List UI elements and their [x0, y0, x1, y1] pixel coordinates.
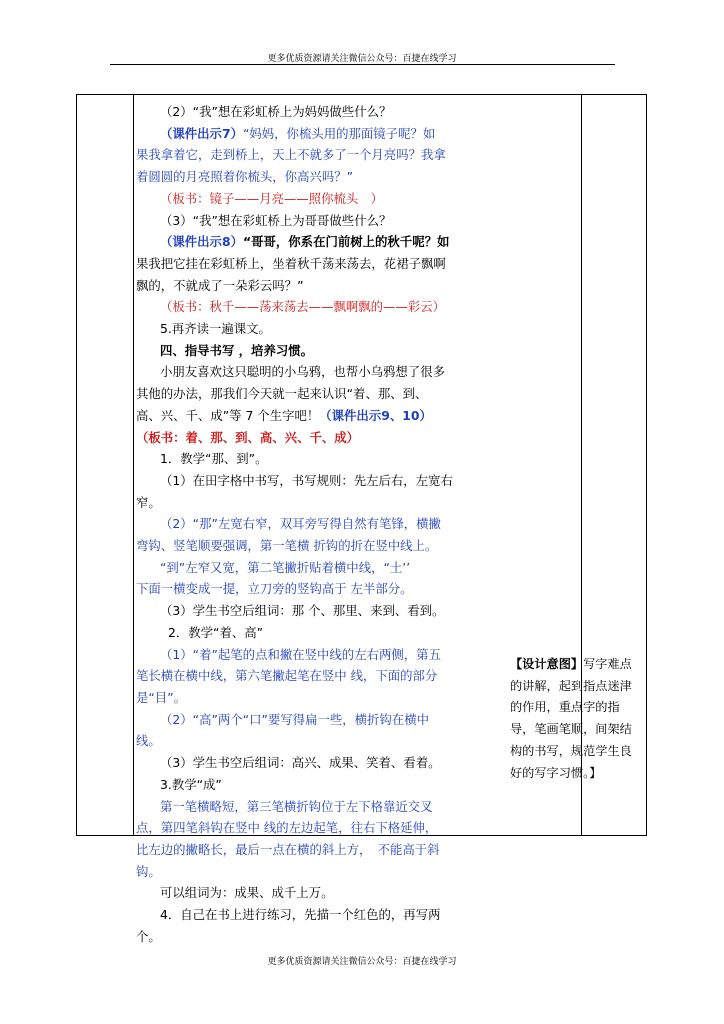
line-7: （课件出示8）“哥哥，你系在门前树上的秋千呢？如: [160, 234, 450, 250]
left-column: [77, 95, 134, 835]
line-11: 5.再齐读一遍课文。: [160, 321, 271, 337]
line-23: 下面一横变成一提，立刀旁的竖钩高于 左半部分。: [136, 581, 413, 597]
line-18: （1）在田字格中书写，书写规则：先左后右，左宽右: [160, 472, 453, 488]
line-28: 是“目”。: [136, 689, 187, 705]
line-25: 2．教学“着、高”: [168, 624, 264, 640]
line-22: “到”左窄又宽，第二笔撇折贴着横中线，“土’’: [160, 559, 411, 575]
line-31: （3）学生书空后组词：高兴、成果、笑着、看着。: [160, 755, 441, 771]
line-1: （2）“我”想在彩虹桥上为妈妈做些什么？: [160, 104, 392, 119]
line-8: 果我把它挂在彩虹桥上，坐着秋千荡来荡去，花裙子飘啊: [136, 255, 446, 271]
page-header: 更多优质资源请关注微信公众号：百捷在线学习: [267, 54, 457, 64]
line-12: 四、指导书写 ，培养习惯。: [160, 342, 314, 358]
line-26: （1）“着”起笔的点和撇在竖中线的左右两侧，第五: [160, 646, 441, 662]
line-30: 线。: [136, 733, 161, 749]
design-line-5: 构的书写，规范学生良: [510, 743, 632, 758]
design-line-3: 的作用，重点字的指: [510, 700, 620, 715]
design-line-2: 的讲解，起到指点迷津: [510, 678, 632, 693]
line-32: 3.教学“成”: [160, 776, 222, 792]
line-35: 比左边的撇略长，最后一点在横的斜上方， 不能高于斜: [136, 841, 440, 857]
line-10: （板书：秋千——荡来荡去——飘啊飘的——彩云）: [160, 299, 445, 315]
design-line-6: 好的写字习惯。】: [510, 765, 602, 780]
line-38: 4．自己在书上进行练习，先描一个红色的，再写两: [160, 907, 441, 923]
line-29: （2）“高”两个“口”要写得扁一些，横折钩在横中: [160, 711, 429, 727]
line-16: （板书：着、那、到、高、兴、千、成）: [136, 429, 360, 445]
line-4: 着圆圆的月亮照着你梳头，你高兴吗？”: [136, 169, 354, 185]
line-33: 第一笔横略短，第三笔横折钩位于左下格靠近交叉: [160, 798, 433, 814]
line-37: 可以组词为：成果、成千上万。: [160, 885, 334, 901]
line-20: （2）“那”左宽右窄，双耳旁写得自然有笔锋，横撇: [160, 516, 441, 532]
page-footer: 更多优质资源请关注微信公众号：百捷在线学习: [267, 957, 457, 967]
line-19: 窄。: [136, 494, 161, 510]
line-17: 1．教学“那、到”。: [160, 451, 268, 467]
line-21: 弯钩、竖笔顺要强调，第一笔横 折钩的折在竖中线上。: [136, 538, 438, 554]
line-24: （3）学生书空后组词：那 个、那里、来到、看到。: [160, 603, 445, 619]
line-13: 小朋友喜欢这只聪明的小乌鸦，也帮小乌鸦想了很多: [160, 364, 445, 380]
design-line-4: 导，笔画笔顺，间架结: [510, 722, 632, 737]
line-14: 其他的办法，那我们今天就一起来认识“着、那、到、: [136, 386, 428, 402]
line-3: 果我拿着它，走到桥上，天上不就多了一个月亮吗？我拿: [136, 147, 446, 163]
line-2: （课件出示7）“妈妈，你梳头用的那面镜子呢？如: [160, 125, 436, 141]
design-intent: [510, 654, 658, 784]
line-36: 钩。: [136, 863, 161, 879]
line-39: 个。: [136, 928, 161, 944]
header-rule: [110, 64, 615, 65]
line-5: （板书：镜子——月亮——照你梳头 ）: [160, 190, 384, 206]
line-27: 笔长横在横中线，第六笔撇起笔在竖中 线，下面的部分: [136, 668, 438, 684]
line-6: （3）“我”想在彩虹桥上为哥哥做些什么？: [160, 212, 392, 228]
line-15: 高、兴、千、成”等 7 个生字吧！（课件出示9、10）: [136, 407, 432, 423]
line-34: 点，第四笔斜钩在竖中 线的左边起笔，往右下格延伸，: [136, 820, 438, 836]
line-9: 飘的，不就成了一朵彩云吗？”: [136, 277, 304, 293]
lesson-content: [136, 101, 576, 947]
design-line-1: 【设计意图】写字难点: [510, 657, 632, 671]
